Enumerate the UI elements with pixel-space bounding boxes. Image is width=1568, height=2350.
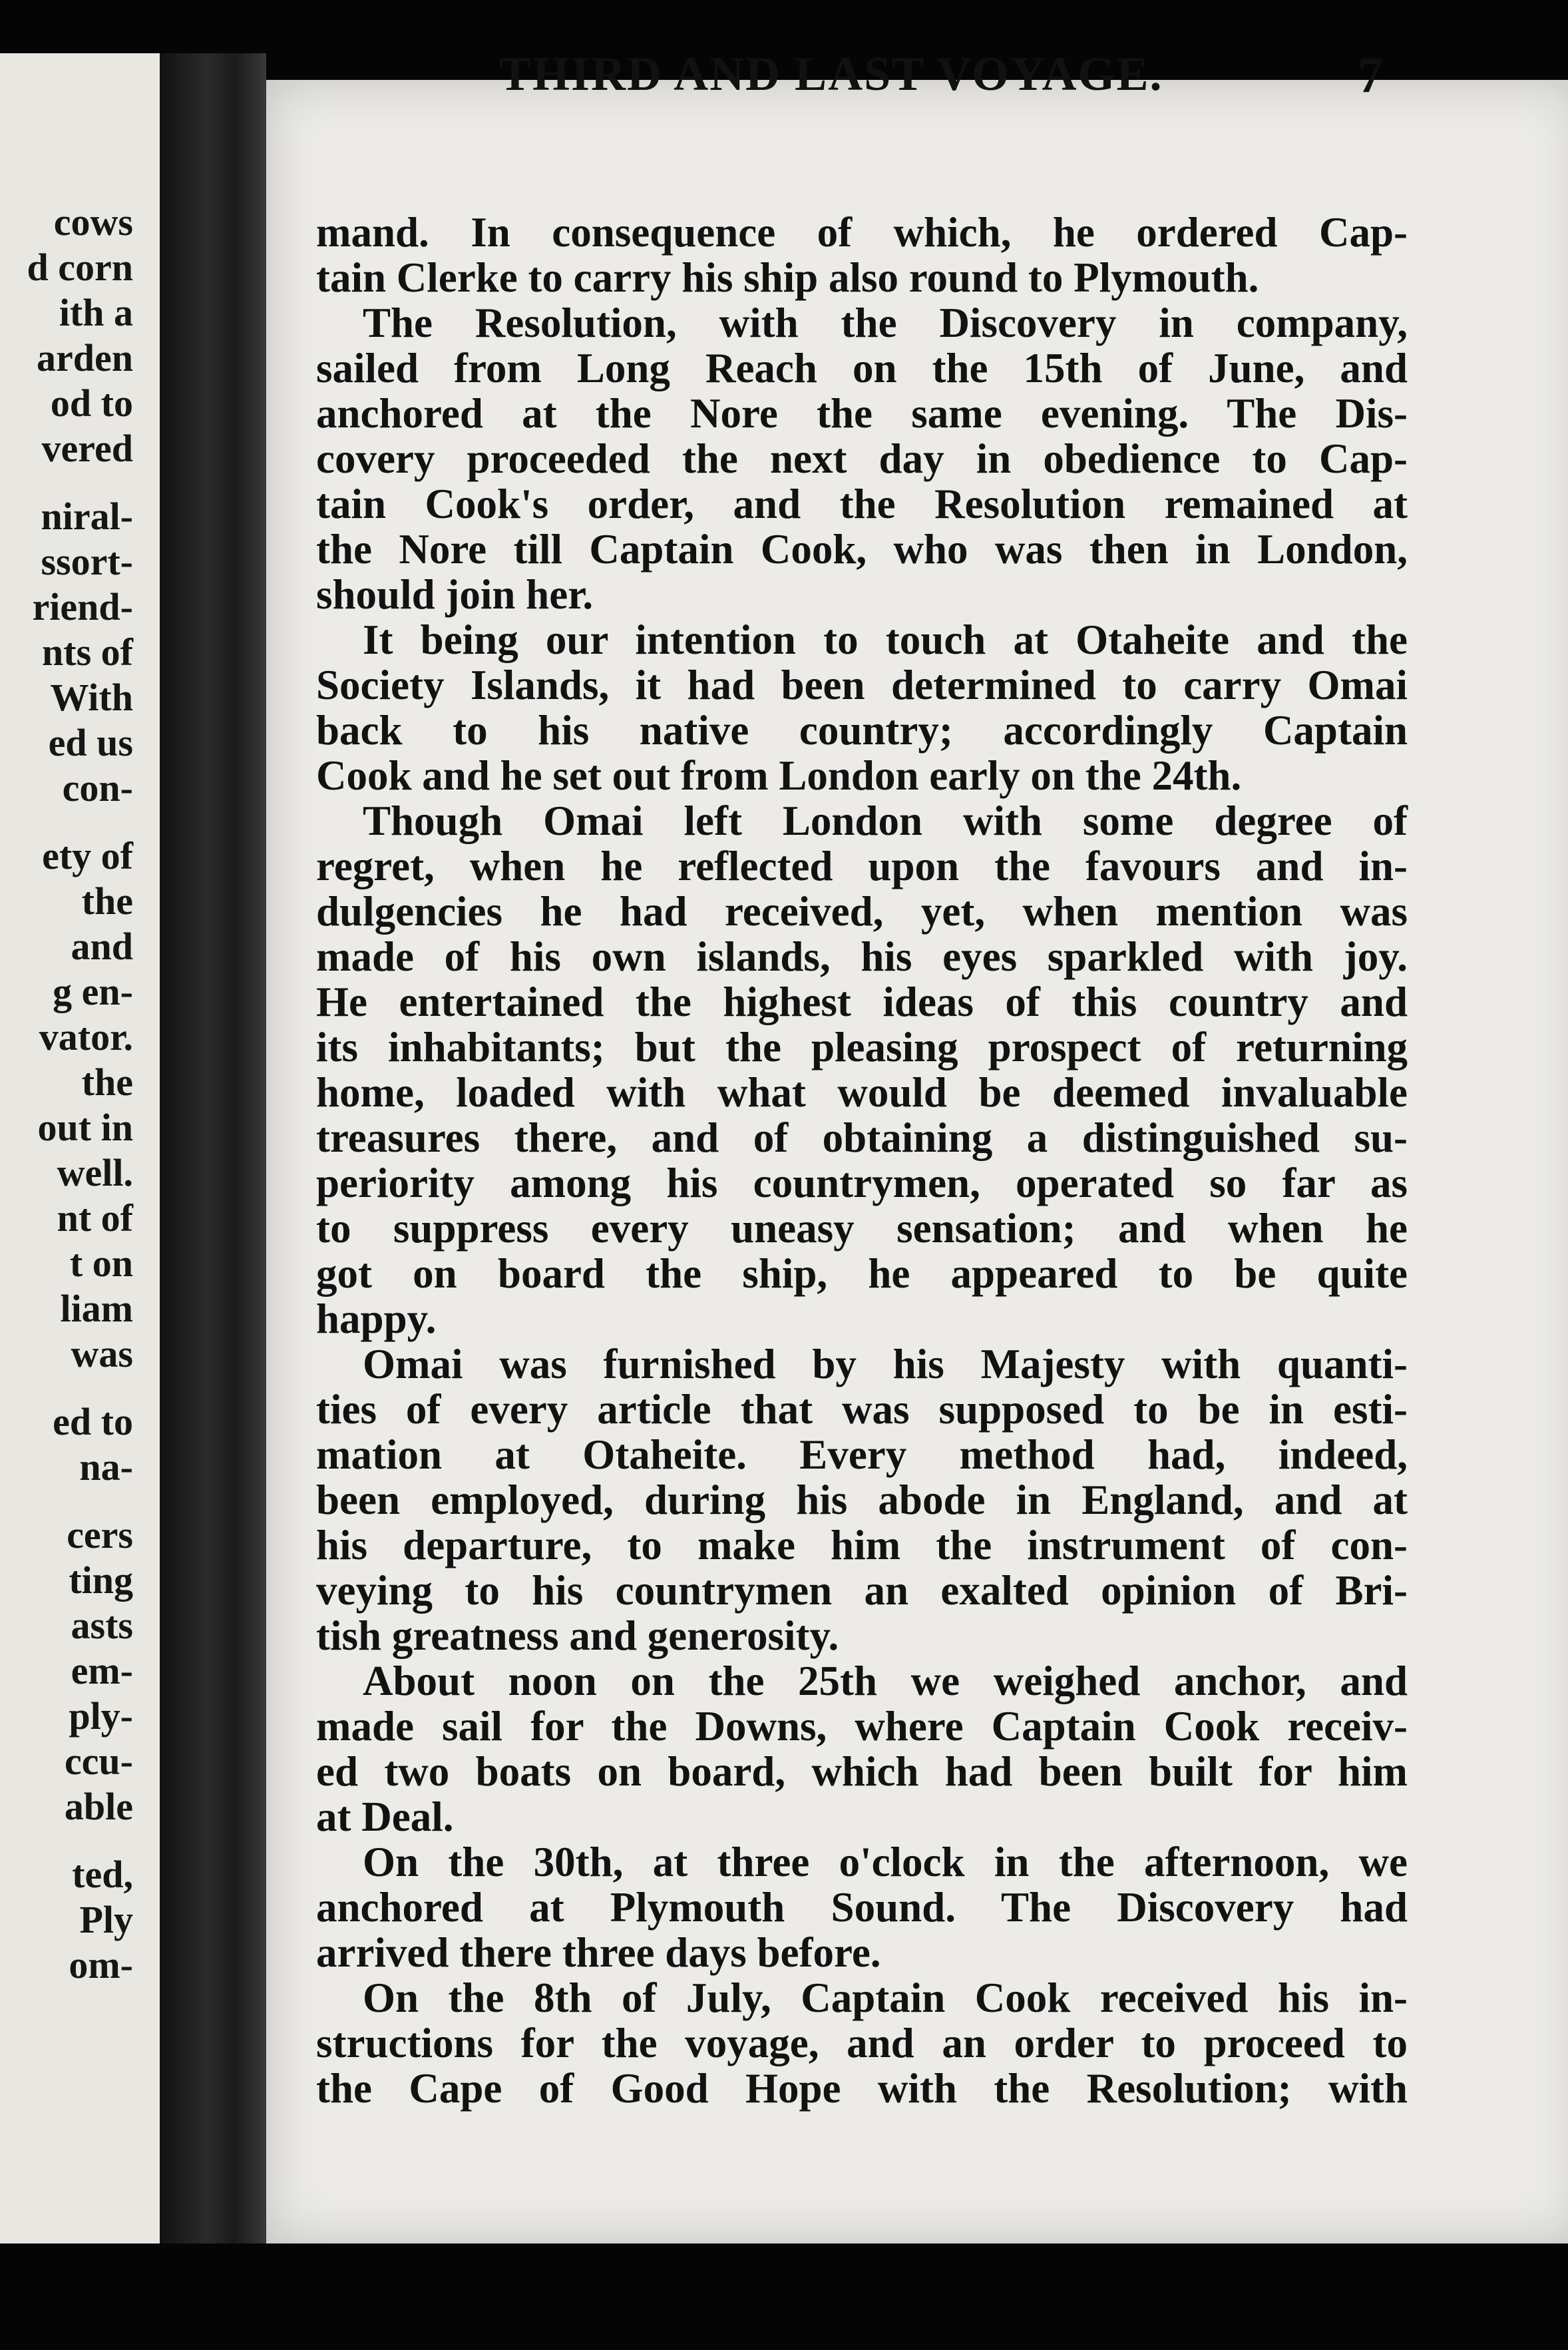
text-line: tain Clerke to carry his ship also round to Plymouth. <box>316 254 1259 301</box>
text-line: its inhabitants; but the pleasing prospect of returning <box>316 1024 1408 1070</box>
text-line: The Resolution, with the Discovery in company, <box>363 300 1408 346</box>
text-line: anchored at Plymouth Sound. The Discovery had <box>316 1884 1408 1931</box>
facing-page-line: arden <box>37 336 133 379</box>
page-number: 7 <box>1358 47 1383 103</box>
text-line: the Cape of Good Hope with the Resolution; with <box>316 2065 1408 2112</box>
facing-page-line: niral- <box>41 495 133 538</box>
text-line: structions for the voyage, and an order to proceed to <box>316 2020 1408 2066</box>
text-line: made of his own islands, his eyes sparkled with joy. <box>316 933 1408 980</box>
text-line: Though Omai left London with some degree of <box>363 798 1408 844</box>
text-line: tain Cook's order, and the Resolution remained at <box>316 481 1408 527</box>
facing-page-line: Ply <box>79 1898 133 1941</box>
text-line: On the 30th, at three o'clock in the afternoon, we <box>363 1839 1408 1885</box>
facing-page-line: ed to <box>53 1400 133 1443</box>
facing-page-line: With <box>50 676 133 719</box>
fragment-gap <box>0 1377 133 1399</box>
text-line: ties of every article that was supposed to be in esti- <box>316 1386 1408 1433</box>
facing-page-text <box>0 200 133 1988</box>
facing-page-line: cers <box>67 1513 133 1556</box>
facing-page-fragment <box>0 53 160 2243</box>
text-line: at Deal. <box>316 1793 454 1840</box>
text-line: to suppress every uneasy sensation; and when he <box>316 1205 1408 1252</box>
facing-page-line: liam <box>60 1287 133 1330</box>
facing-page-line: ety of <box>42 834 133 877</box>
fragment-gap <box>0 1490 133 1513</box>
text-line: periority among his countrymen, operated so far as <box>316 1160 1408 1206</box>
facing-page-line: ccu- <box>64 1740 133 1783</box>
facing-page-line: out in <box>37 1106 133 1149</box>
facing-page-line: ting <box>69 1558 133 1602</box>
text-line: Cook and he set out from London early on the 24th. <box>316 752 1242 799</box>
page-header <box>240 47 1383 120</box>
facing-page-line: ply- <box>69 1694 133 1738</box>
facing-page-line: able <box>64 1785 133 1828</box>
book-gutter <box>160 53 266 2243</box>
facing-page-line: the <box>81 879 133 923</box>
running-head: THIRD AND LAST VOYAGE. <box>499 47 1163 101</box>
text-line: should join her. <box>316 571 594 618</box>
text-line: treasures there, and of obtaining a distinguished su- <box>316 1114 1408 1161</box>
text-line: Omai was furnished by his Majesty with quanti- <box>363 1341 1408 1387</box>
text-line: mation at Otaheite. Every method had, indeed, <box>316 1431 1408 1478</box>
text-line: ed two boats on board, which had been built for him <box>316 1748 1408 1795</box>
text-line: his departure, to make him the instrument of con- <box>316 1522 1408 1568</box>
facing-page-line: om- <box>69 1943 133 1987</box>
text-line: dulgencies he had received, yet, when mention was <box>316 888 1408 935</box>
text-line: It being our intention to touch at Otaheite and the <box>363 616 1408 663</box>
facing-page-line: cows <box>53 200 133 244</box>
fragment-gap <box>0 1829 133 1852</box>
text-line: sailed from Long Reach on the 15th of June, and <box>316 345 1408 391</box>
facing-page-line: d corn <box>27 246 133 289</box>
text-line: got on board the ship, he appeared to be quite <box>316 1250 1408 1297</box>
facing-page-line: the <box>81 1060 133 1104</box>
text-line: happy. <box>316 1295 437 1342</box>
facing-page-line: vator. <box>39 1015 133 1058</box>
text-line: arrived there three days before. <box>316 1929 881 1976</box>
fragment-gap <box>0 811 133 833</box>
text-line: made sail for the Downs, where Captain Cook receiv- <box>316 1703 1408 1750</box>
facing-page-line: em- <box>71 1649 133 1692</box>
facing-page-line: asts <box>71 1604 133 1647</box>
text-line: anchored at the Nore the same evening. The Dis- <box>316 390 1408 437</box>
text-line: been employed, during his abode in England, and at <box>316 1477 1408 1523</box>
facing-page-line: con- <box>62 766 133 810</box>
facing-page-line: t on <box>69 1242 133 1285</box>
text-line: home, loaded with what would be deemed invaluable <box>316 1069 1408 1116</box>
facing-page-line: ted, <box>72 1853 133 1896</box>
text-line: On the 8th of July, Captain Cook received his in- <box>363 1975 1408 2021</box>
facing-page-line: ith a <box>59 291 133 334</box>
body-text <box>316 210 1408 2111</box>
facing-page-line: was <box>71 1332 133 1375</box>
facing-page-line: vered <box>41 427 133 470</box>
facing-page-line: od to <box>50 381 133 425</box>
text-line: regret, when he reflected upon the favours and in- <box>316 843 1408 889</box>
facing-page-line: well. <box>57 1151 133 1194</box>
facing-page-line: nt of <box>57 1196 133 1240</box>
facing-page-line: riend- <box>32 585 133 628</box>
text-line: veying to his countrymen an exalted opinion of Bri- <box>316 1567 1408 1614</box>
fragment-gap <box>0 471 133 494</box>
facing-page-line: na- <box>79 1445 133 1489</box>
text-line: About noon on the 25th we weighed anchor, and <box>363 1658 1408 1704</box>
text-line: the Nore till Captain Cook, who was then in London, <box>316 526 1408 573</box>
text-line: back to his native country; accordingly Captain <box>316 707 1408 754</box>
text-line: tish greatness and generosity. <box>316 1612 839 1659</box>
facing-page-line: nts of <box>42 630 133 674</box>
text-line: covery proceeded the next day in obedience to Cap- <box>316 435 1408 482</box>
facing-page-line: g en- <box>53 970 133 1013</box>
facing-page-line: ssort- <box>41 540 133 583</box>
text-line: mand. In consequence of which, he ordered Cap- <box>316 209 1408 256</box>
text-line: Society Islands, it had been determined to carry Omai <box>316 662 1408 708</box>
facing-page-line: and <box>71 925 133 968</box>
text-line: He entertained the highest ideas of this country and <box>316 979 1408 1025</box>
facing-page-line: ed us <box>48 721 133 764</box>
